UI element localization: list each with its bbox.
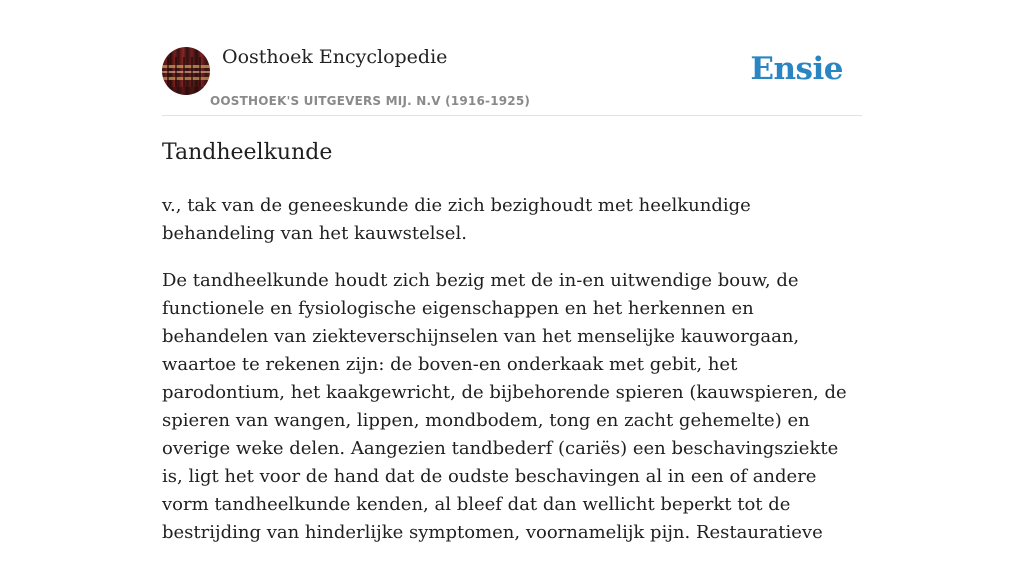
site-title[interactable]: Oosthoek Encyclopedie — [222, 46, 448, 68]
brand-logo[interactable]: Ensie — [750, 51, 843, 87]
book-spines-icon — [162, 47, 210, 95]
article-paragraph: De tandheelkunde houdt zich bezig met de in-en uitwendige bouw, de functionele en fysiologische eigenschappen en het herkennen en behandelen van ziekteverschijnselen van het menselijke kauworgaan, waartoe te rekenen zijn: de boven-en onderkaak met gebit, het parodontium, het kaakgewricht, de bijbehorende spieren (kauwspieren, de spieren van wangen, lippen, mondbodem, tong en zacht gehemelte) en overige weke delen. Aangezien tandbederf (cariës) een beschavingsziekte is, ligt het voor de hand dat de oudste beschavingen al in een of andere vorm tandheelkunde kenden, al bleef dat dan wellicht beperkt tot de bestrijding van hinderlijke symptomen, voornamelijk pijn. Restauratieve — [162, 270, 847, 543]
article-paragraph: v., tak van de geneeskunde die zich bezighoudt met heelkundige behandeling van het kauwstelsel. — [162, 195, 751, 244]
header-divider — [162, 115, 862, 116]
article-body — [162, 192, 862, 566]
article-headword: Tandheelkunde — [162, 140, 333, 165]
publisher-label: OOSTHOEK'S UITGEVERS MIJ. N.V (1916-1925) — [210, 94, 531, 108]
avatar[interactable] — [162, 47, 210, 95]
